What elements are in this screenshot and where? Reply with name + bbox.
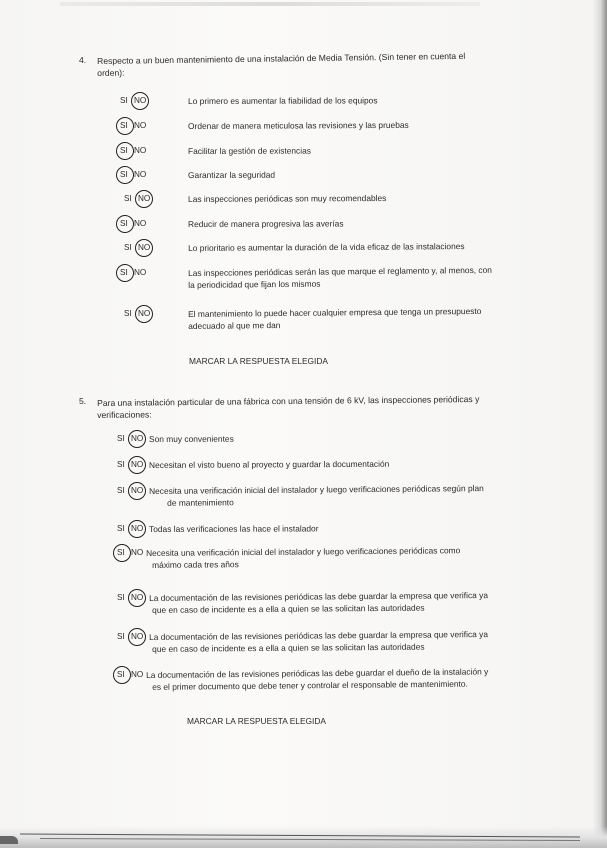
answer-circle: [135, 305, 153, 323]
no-choice[interactable]: NO: [134, 121, 147, 130]
answer-circle: [131, 92, 149, 110]
option-text: El mantenimiento lo puede hacer cualquier empresa que tenga un presupuesto adecuado al que me dan: [188, 305, 482, 331]
si-choice[interactable]: SI: [117, 593, 125, 602]
q5-number: 5.: [79, 396, 87, 406]
answer-circle: [116, 215, 134, 233]
si-choice[interactable]: SI: [117, 524, 125, 533]
no-choice[interactable]: NO: [131, 632, 144, 641]
si-choice[interactable]: SI: [120, 268, 128, 277]
option-text: Necesita una verificación inicial del instalador y luego verificaciones periódicas como máximo cada tres años: [146, 545, 461, 570]
si-choice[interactable]: SI: [120, 219, 128, 228]
q4-text: Respecto a un buen mantenimiento de una instalación de Media Tensión. (Sin tener en cuenta el orden):: [97, 50, 466, 78]
answer-circle: [135, 239, 153, 257]
option-text: Lo prioritario es aumentar la duración de la vida eficaz de las instalaciones: [188, 241, 465, 253]
option-text: Todas las verificaciones las hace el instalador: [149, 523, 319, 534]
option-text: La documentación de las revisiones periódicas las debe guardar la empresa que verifica ya que en caso de incidente es a ella a quien se las solicitan las autoridades: [149, 629, 489, 654]
no-choice[interactable]: NO: [134, 96, 147, 105]
q4-instruction: MARCAR LA RESPUESTA ELEGIDA: [189, 356, 329, 366]
no-choice[interactable]: NO: [134, 219, 147, 228]
q5-text: Para una instalación particular de una fábrica con una tensión de 6 kV, las inspecciones periódicas y verificaciones:: [97, 393, 480, 420]
option-text: Lo primero es aumentar la fiabilidad de los equipos: [188, 95, 378, 106]
answer-circle: [113, 544, 131, 562]
scan-smudge: [60, 2, 480, 6]
page-edge-shadow: [593, 0, 607, 848]
no-choice[interactable]: NO: [131, 460, 144, 469]
si-choice[interactable]: SI: [117, 670, 125, 679]
si-choice[interactable]: SI: [120, 170, 128, 179]
answer-circle: [135, 190, 153, 208]
q4-number: 4.: [79, 55, 87, 65]
si-choice[interactable]: SI: [117, 632, 125, 641]
answer-circle: [128, 628, 146, 646]
si-choice[interactable]: SI: [124, 194, 132, 203]
si-choice[interactable]: SI: [120, 96, 128, 105]
no-choice[interactable]: NO: [131, 434, 144, 443]
option-text: La documentación de las revisiones periódicas las debe guardar el dueño de la instalación y es el primer documento que debe tener y controlar el responsable de mantenimiento.: [146, 666, 489, 692]
no-choice[interactable]: NO: [138, 243, 151, 252]
option-text: La documentación de las revisiones periódicas las debe guardar la empresa que verifica ya que en caso de incidente es a ella a quien se las solicitan las autoridades: [149, 590, 489, 615]
si-choice[interactable]: SI: [117, 434, 125, 443]
option-text: Las inspecciones periódicas son muy recomendables: [188, 192, 387, 204]
option-text: Necesitan el visto bueno al proyecto y guardar la documentación: [149, 458, 390, 470]
no-choice[interactable]: NO: [138, 309, 151, 318]
no-choice[interactable]: NO: [134, 146, 147, 155]
si-choice[interactable]: SI: [120, 121, 128, 130]
option-text: Reducir de manera progresiva las averías: [188, 218, 344, 229]
q5-instruction: MARCAR LA RESPUESTA ELEGIDA: [187, 716, 327, 726]
si-choice[interactable]: SI: [117, 460, 125, 469]
answer-circle: [116, 264, 134, 282]
option-text: Ordenar de manera meticulosa las revisiones y las pruebas: [188, 119, 409, 131]
no-choice[interactable]: NO: [131, 670, 144, 679]
answer-circle: [128, 456, 146, 474]
si-choice[interactable]: SI: [124, 243, 132, 252]
answer-circle: [116, 166, 134, 184]
option-text: Son muy convenientes: [149, 433, 234, 444]
no-choice[interactable]: NO: [134, 170, 147, 179]
answer-circle: [116, 117, 134, 135]
answer-circle: [128, 520, 146, 538]
option-text: Facilitar la gestión de existencias: [188, 145, 311, 156]
si-choice[interactable]: SI: [124, 309, 132, 318]
no-choice[interactable]: NO: [131, 486, 144, 495]
option-text: Necesita una verificación inicial del instalador y luego verificaciones periódicas según plan de mantenimiento: [149, 483, 484, 508]
option-text: Garantizar la seguridad: [188, 169, 276, 180]
no-choice[interactable]: NO: [131, 548, 144, 557]
corner-mark: [0, 836, 18, 844]
no-choice[interactable]: NO: [138, 194, 151, 203]
answer-circle: [128, 589, 146, 607]
answer-circle: [116, 142, 134, 160]
no-choice[interactable]: NO: [131, 524, 144, 533]
no-choice[interactable]: NO: [131, 593, 144, 602]
answer-circle: [113, 666, 131, 684]
answer-circle: [128, 430, 146, 448]
answer-circle: [128, 482, 146, 500]
si-choice[interactable]: SI: [120, 146, 128, 155]
no-choice[interactable]: NO: [134, 268, 147, 277]
si-choice[interactable]: SI: [117, 486, 125, 495]
si-choice[interactable]: SI: [117, 548, 125, 557]
option-text: Las inspecciones periódicas serán las que marque el reglamento y, al menos, con la periodicidad que fijan los mismos: [188, 264, 492, 290]
